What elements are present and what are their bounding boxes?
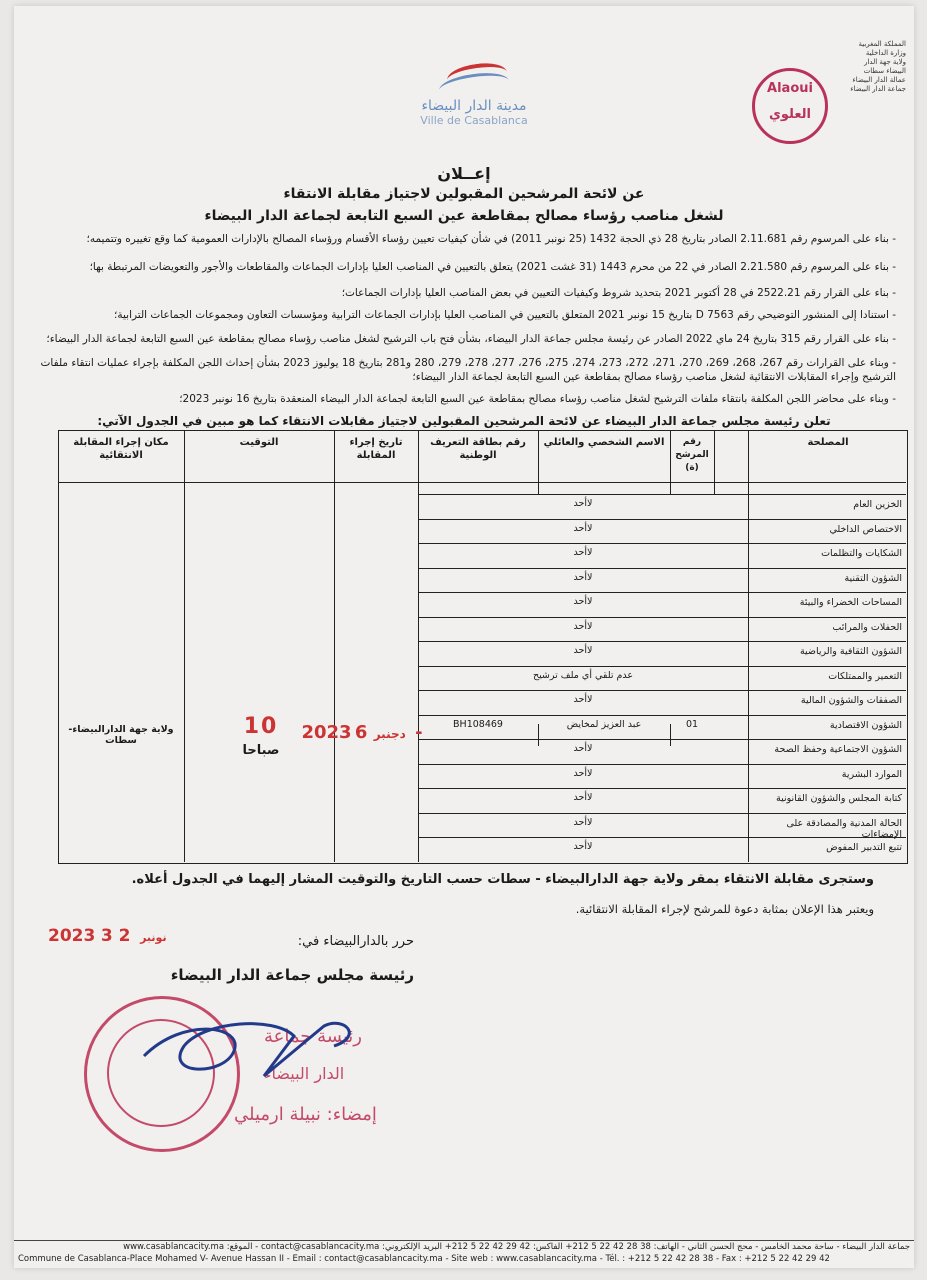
interview-date-year: 2023: [301, 722, 352, 743]
interview-date-month: دجنبر: [373, 727, 406, 741]
row-rank: 01: [685, 718, 699, 730]
row-service: الشؤون التقنية: [844, 572, 902, 584]
row-service: الحفلات والمرائب: [832, 621, 902, 633]
footer-french: Commune de Casablanca-Place Mohamed V- Avenue Hassan II - Email : contact@casablancacity.ma - Site web : www.casablancacity.ma - Tél. : +212 5 22 42 28 38 - Fax : +212 5 22 42 29 42: [18, 1254, 830, 1264]
header-date: تاريخ إجراء المقابلة: [349, 437, 403, 461]
signed-date: [48, 926, 171, 946]
reception-stamp: Alaoui العلوي: [752, 68, 828, 144]
paragraph-5: - بناء على القرار رقم 315 بتاريخ 24 ماي 2022 الصادر عن رئيسة مجلس جماعة الدار البيضاء، بشأن فتح باب الترشيح لشغل مناصب رؤساء مصالح بمقاطعة عين السبع التابعة لجماعة الدار البيضاء؛: [46, 333, 896, 345]
row-value: لاأحد: [573, 743, 593, 755]
signed-date-day: 2 3: [100, 926, 131, 946]
row-service: الشؤون الاقتصادية: [829, 719, 902, 731]
row-service: الشؤون الاجتماعية وحفظ الصحة: [774, 744, 902, 756]
interview-period: صباحا: [242, 743, 280, 758]
closing-line-1: وستجرى مقابلة الانتقاء بمقر ولاية جهة الدارالبيضاء - سطات حسب التاريخ والتوقيت المشار إليهما في الجدول أعلاه.: [131, 872, 874, 887]
row-value: لاأحد: [573, 841, 593, 853]
signed-at: حرر بالدارالبيضاء في:: [297, 934, 414, 949]
header-cin: رقم بطاقة التعريف الوطنية: [430, 437, 526, 461]
doc-title: إعــلان: [437, 164, 491, 183]
signed-date-month: نونبر: [140, 931, 167, 944]
row-value: لاأحد: [573, 792, 593, 804]
row-service: الاختصاص الداخلي: [829, 523, 902, 535]
logo-arabic-text: مدينة الدار البيضاء: [421, 98, 527, 114]
logo-french-text: Ville de Casablanca: [420, 114, 528, 127]
row-service: الحالة المدنية والمصادقة على الإمضاءات: [786, 817, 902, 840]
row-service: الخزين العام: [853, 499, 902, 510]
header-rank: رقم المرشح (ة): [675, 437, 709, 473]
doc-subtitle-2: لشغل مناصب رؤساء مصالح بمقاطعة عين السبع التابعة لجماعة الدار البيضاء: [204, 208, 724, 224]
row-service: تتبع التدبير المفوض: [826, 842, 902, 854]
row-value: لاأحد: [573, 596, 593, 608]
row-value: عدم تلقي أي ملف ترشيح: [532, 669, 634, 681]
header-service: المصلحة: [807, 437, 849, 448]
row-cin: BH108469: [453, 718, 503, 730]
signature-stamp-line-2: الدار البيضاء: [264, 1064, 345, 1083]
city-logo: [399, 58, 549, 138]
row-name: عبد العزيز لمخايض: [566, 718, 642, 730]
page-footer: [14, 1240, 914, 1265]
signature-stamp-line-1: رئيسة جماعة: [264, 1026, 362, 1047]
paragraph-4: - استنادا إلى المنشور التوضيحي رقم D 7563 بتاريخ 15 نونبر 2021 المتعلق بالتعيين في المناصب العليا بإدارات الجماعات الترابية ومؤسسات التعاون ومجموعات الجماعات الترابية؛: [114, 309, 896, 321]
header-time: التوقيت: [239, 437, 279, 448]
row-value: لاأحد: [573, 645, 593, 657]
footer-arabic: جماعة الدار البيضاء - ساحة محمد الخامس - محج الحسن الثاني - الهاتف: 38 28 42 22 5 212+ الفاكس: 42 29 42 22 5 212+ البريد الإلكتروني: contact@casablancacity.ma - الموقع: www.casablancacity.ma: [123, 1242, 910, 1252]
row-value: لاأحد: [573, 498, 593, 509]
row-value: لاأحد: [573, 816, 593, 828]
paragraph-3: - بناء على القرار رقم 2522.21 في 28 أكتوبر 2021 بتحديد شروط وكيفيات التعيين في بعض المناصب العليا بإدارات الجماعات؛: [341, 287, 896, 299]
interview-date: [300, 722, 424, 743]
paragraph-7: - وبناء على محاضر اللجن المكلفة بانتقاء ملفات الترشيح لشغل مناصب رؤساء مصالح بمقاطعة عين السبع التابعة لجماعة الدار البيضاء المنعقدة بتاريخ 16 نونبر 2023؛: [179, 393, 896, 405]
row-service: الشكايات والتظلمات: [821, 548, 902, 560]
signed-date-year: 2023: [48, 926, 96, 946]
signer-name: إمضاء: نبيلة ارميلي: [234, 1104, 377, 1125]
row-value: لاأحد: [573, 767, 593, 779]
row-value: لاأحد: [573, 620, 593, 632]
interview-hour: 10: [243, 714, 279, 739]
signer-title: رئيسة مجلس جماعة الدار البيضاء: [170, 966, 414, 984]
row-service: التعمير والممتلكات: [828, 670, 902, 682]
closing-line-2: ويعتبر هذا الإعلان بمثابة دعوة للمرشح لإجراء المقابلة الانتقائية.: [575, 902, 874, 916]
paragraph-6: - وبناء على القرارات رقم 267، 268، 269، 270، 271، 272، 273، 274، 275، 276، 277، 278، 279، 280 و281 بتاريخ 18 يوليوز 2023 بشأن إحداث اللجن المكلفة بإجراء عمليات انتقاء ملفات الترشيح وإجراء المقابلات الانتقائية لشغل مناصب رؤساء مصالح بمقاطعة عين السبع التابعة لجماعة الدار البيضاء؛: [40, 357, 896, 383]
header-place: مكان إجراء المقابلة الانتقائية: [73, 437, 169, 461]
row-service: الصفقات والشؤون المالية: [800, 695, 902, 707]
row-value: لاأحد: [573, 694, 593, 706]
candidates-table: [58, 430, 908, 864]
doc-subtitle-1: عن لائحة المرشحين المقبولين لاجتياز مقابلة الانتقاء: [283, 186, 645, 202]
handwritten-signature-icon: [124, 1006, 384, 1086]
row-value: لاأحد: [573, 522, 593, 534]
interview-date-day: 6 -: [354, 722, 423, 743]
row-value: لاأحد: [573, 571, 593, 583]
document-page: [14, 6, 914, 1268]
paragraph-2: - بناء على المرسوم رقم 2.21.580 الصادر في 22 من محرم 1443 (31 غشت 2021) يتعلق بالتعيين في المناصب العليا بإدارات الجماعات والمقاطعات والأجور والتعويضات المرتبطة بها؛: [89, 261, 896, 273]
row-service: كتابة المجلس والشؤون القانونية: [776, 793, 902, 805]
row-service: الموارد البشرية: [841, 768, 902, 780]
header-name: الاسم الشخصي والعائلي: [543, 437, 665, 448]
interview-place: ولاية جهة الدارالبيضاء- سطات: [68, 724, 174, 746]
row-service: المساحات الخضراء والبيئة: [799, 597, 902, 609]
logo-mark-icon: [429, 58, 519, 98]
announcement-line: تعلن رئيسة مجلس جماعة الدار البيضاء عن لائحة المرشحين المقبولين لاجتياز مقابلات الانتقاء كما هو مبين في الجدول الآتي:: [97, 414, 831, 428]
top-right-institution: المملكة المغربية وزارة الداخلية ولاية جهة الدار البيضاء سطات عمالة الدار البيضاء جماعة الدار البيضاء: [850, 40, 906, 93]
row-service: الشؤون الثقافية والرياضية: [799, 646, 902, 658]
paragraph-1: - بناء على المرسوم رقم 2.11.681 الصادر بتاريخ 28 ذي الحجة 1432 (25 نونبر 2011) في شأن كيفيات تعيين رؤساء الأقسام ورؤساء المصالح بالإدارات العمومية كما وقع تغييره وتتميمه؛: [86, 233, 896, 245]
row-value: لاأحد: [573, 547, 593, 559]
